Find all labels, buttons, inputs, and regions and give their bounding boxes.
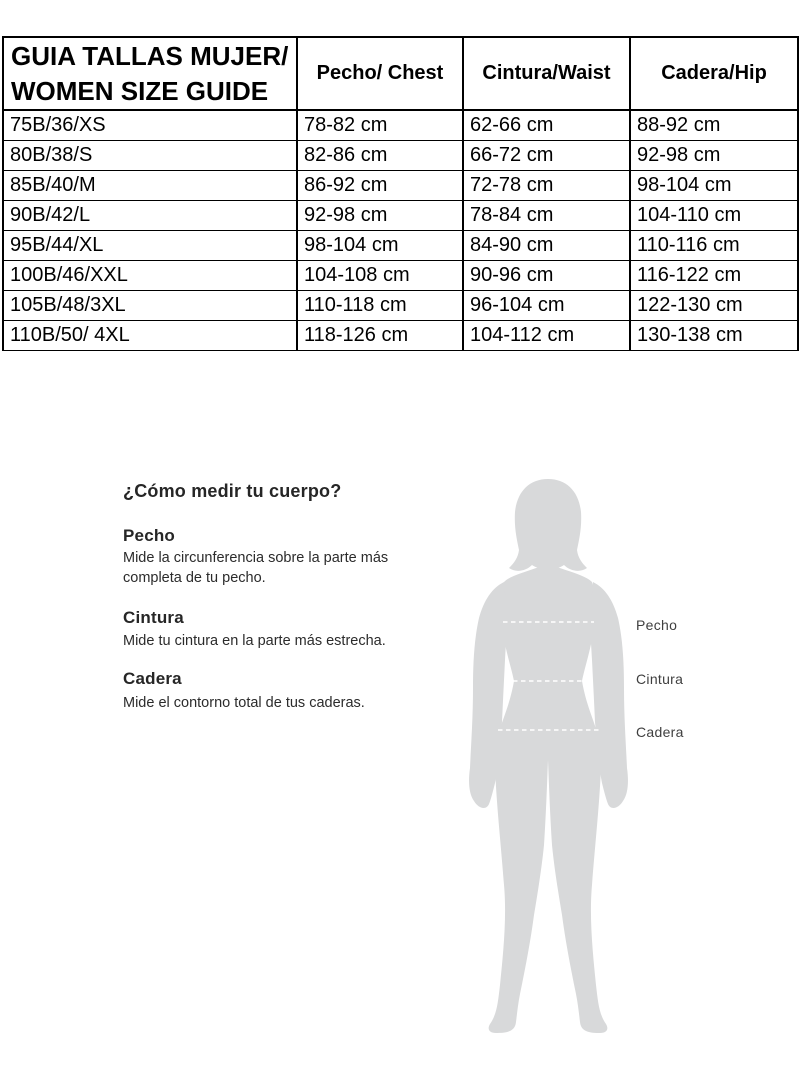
table-row (3, 110, 798, 141)
hip-cell: 130-138 cm (630, 321, 798, 351)
waist-section-label: Cintura (123, 608, 184, 627)
torso-legs-shape (489, 567, 608, 1033)
size-cell: 100B/46/XXL (3, 261, 297, 291)
chest-cell: 118-126 cm (297, 321, 463, 351)
chest-cell: 104-108 cm (297, 261, 463, 291)
size-table-body (3, 110, 798, 351)
size-cell: 110B/50/ 4XL (3, 321, 297, 351)
chest-column-header: Pecho/ Chest (297, 37, 463, 110)
waist-cell: 90-96 cm (463, 261, 630, 291)
hip-section-label: Cadera (123, 669, 182, 688)
waist-column-header: Cintura/Waist (463, 37, 630, 110)
size-cell: 85B/40/M (3, 171, 297, 201)
size-cell: 90B/42/L (3, 201, 297, 231)
chest-section-label: Pecho (123, 526, 176, 545)
hip-section-description: Mide el contorno total de tus caderas. (123, 695, 365, 711)
hip-cell: 116-122 cm (630, 261, 798, 291)
table-title-cell (3, 37, 297, 110)
hip-cell: 92-98 cm (630, 141, 798, 171)
table-header-row (3, 37, 798, 110)
figure-chest-label: Pecho (636, 617, 678, 633)
chest-cell: 78-82 cm (297, 110, 463, 141)
hip-column-header: Cadera/Hip (630, 37, 798, 110)
table-row (3, 261, 798, 291)
table-row (3, 321, 798, 351)
waist-cell: 96-104 cm (463, 291, 630, 321)
table-title-line2: WOMEN SIZE GUIDE (11, 75, 269, 106)
size-cell: 75B/36/XS (3, 110, 297, 141)
waist-cell: 78-84 cm (463, 201, 630, 231)
hip-cell: 110-116 cm (630, 231, 798, 261)
hip-cell: 88-92 cm (630, 110, 798, 141)
body-figure (460, 470, 640, 1042)
size-cell: 105B/48/3XL (3, 291, 297, 321)
table-row (3, 141, 798, 171)
table-row (3, 291, 798, 321)
size-cell: 95B/44/XL (3, 231, 297, 261)
waist-cell: 62-66 cm (463, 110, 630, 141)
chest-cell: 98-104 cm (297, 231, 463, 261)
female-silhouette-figure (460, 470, 640, 1042)
table-row (3, 201, 798, 231)
chest-cell: 82-86 cm (297, 141, 463, 171)
chest-cell: 92-98 cm (297, 201, 463, 231)
waist-section-description: Mide tu cintura en la parte más estrecha. (123, 633, 386, 649)
chest-section-description: Mide la circunferencia sobre la parte más completa de tu pecho. (123, 550, 389, 586)
figure-hip-label: Cadera (636, 724, 684, 740)
hip-cell: 104-110 cm (630, 201, 798, 231)
measuring-guide-title: ¿Cómo medir tu cuerpo? (123, 481, 342, 501)
waist-cell: 66-72 cm (463, 141, 630, 171)
table-row (3, 231, 798, 261)
waist-cell: 72-78 cm (463, 171, 630, 201)
figure-waist-label: Cintura (636, 671, 684, 687)
waist-cell: 104-112 cm (463, 321, 630, 351)
chest-cell: 110-118 cm (297, 291, 463, 321)
chest-cell: 86-92 cm (297, 171, 463, 201)
hip-cell: 98-104 cm (630, 171, 798, 201)
waist-cell: 84-90 cm (463, 231, 630, 261)
table-row (3, 171, 798, 201)
size-cell: 80B/38/S (3, 141, 297, 171)
hip-cell: 122-130 cm (630, 291, 798, 321)
table-title-line1: GUIA TALLAS MUJER/ (11, 40, 289, 71)
size-table (2, 36, 799, 351)
